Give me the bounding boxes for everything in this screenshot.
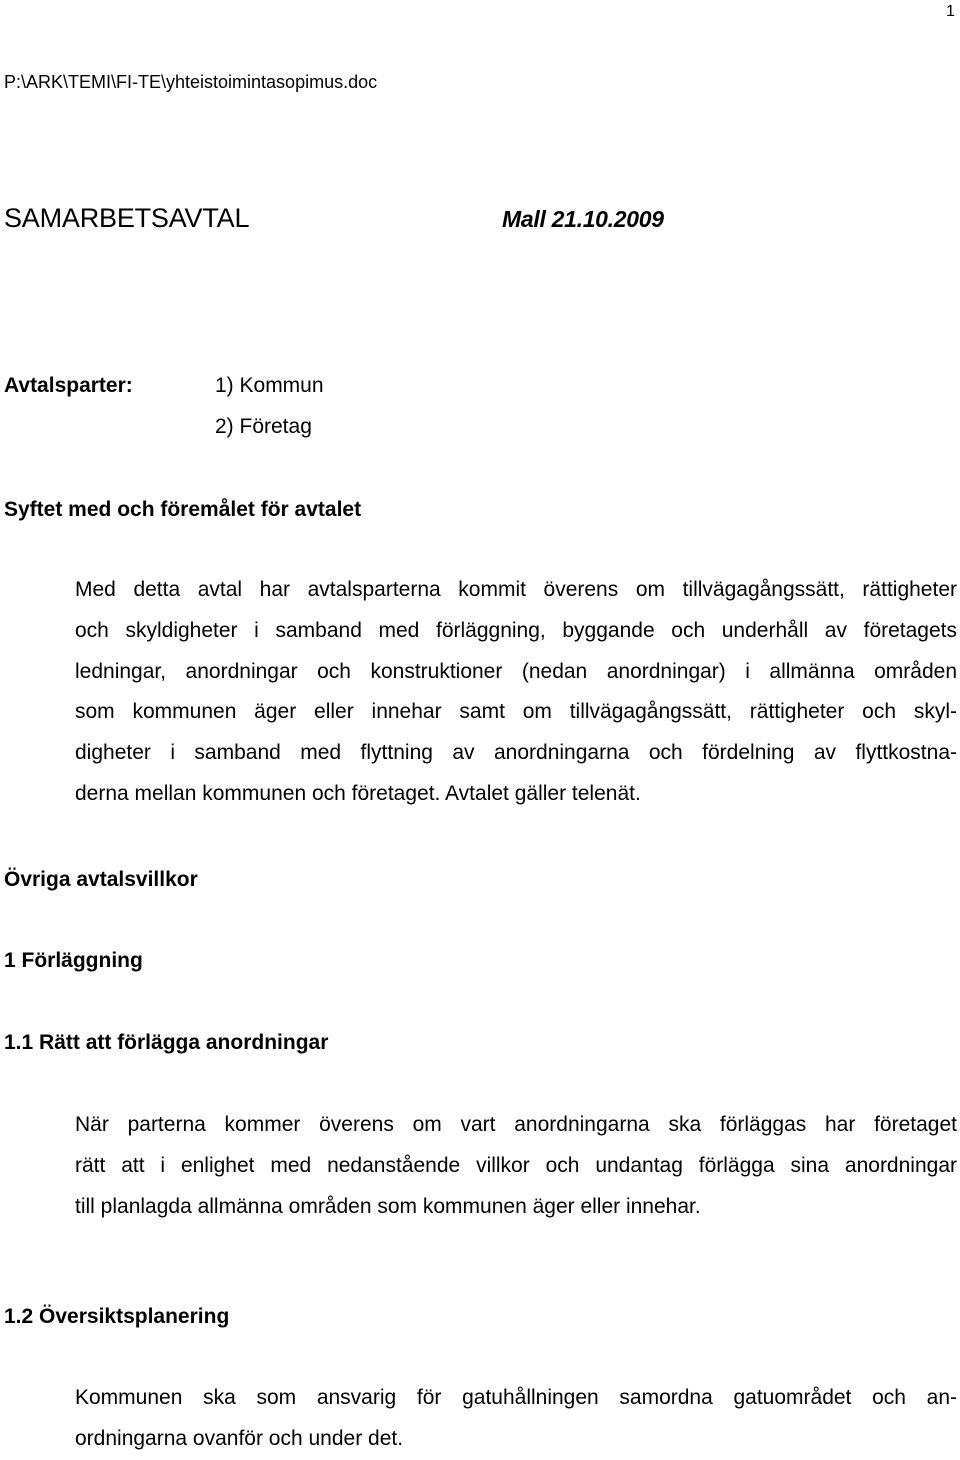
page-number: 1 xyxy=(946,3,955,20)
template-date: Mall 21.10.2009 xyxy=(502,206,664,232)
paragraph-line: ledningar, anordningar och konstruktioner (nedan anordningar) i allmänna områden xyxy=(75,659,957,683)
paragraph-line: rätt att i enlighet med nedanstående villkor och undantag förlägga sina anordningar xyxy=(75,1153,957,1177)
parties-label: Avtalsparter: xyxy=(4,374,133,397)
paragraph-line: och skyldigheter i samband med förläggning, byggande och underhåll av företagets xyxy=(75,618,957,642)
paragraph-line: derna mellan kommunen och företaget. Avtalet gäller telenät. xyxy=(75,781,641,805)
file-path: P:\ARK\TEMI\FI-TE\yhteistoimintasopimus.doc xyxy=(4,72,378,92)
purpose-paragraph xyxy=(75,570,957,815)
section-1-1-paragraph xyxy=(75,1105,957,1227)
section-heading-1-2: 1.2 Översiktsplanering xyxy=(4,1305,230,1328)
paragraph-line: till planlagda allmänna områden som kommunen äger eller innehar. xyxy=(75,1194,701,1218)
section-heading-other-terms: Övriga avtalsvillkor xyxy=(4,868,198,891)
party-item: 1) Kommun xyxy=(215,374,324,397)
section-heading-1: 1 Förläggning xyxy=(4,949,143,972)
section-heading-purpose: Syftet med och föremålet för avtalet xyxy=(4,498,362,521)
paragraph-line: Kommunen ska som ansvarig för gatuhållningen samordna gatuområdet och an- xyxy=(75,1386,957,1409)
section-1-2-paragraph xyxy=(75,1378,957,1460)
party-item: 2) Företag xyxy=(215,415,312,438)
section-heading-1-1: 1.1 Rätt att förlägga anordningar xyxy=(4,1031,329,1054)
document-title: SAMARBETSAVTAL xyxy=(4,203,250,233)
paragraph-line: Med detta avtal har avtalsparterna kommit överens om tillvägagångssätt, rättigheter xyxy=(75,578,957,601)
paragraph-line: som kommunen äger eller innehar samt om tillvägagångssätt, rättigheter och skyl- xyxy=(75,700,957,724)
paragraph-line: ordningarna ovanför och under det. xyxy=(75,1426,404,1450)
paragraph-line: När parterna kommer överens om vart anordningarna ska förläggas har företaget xyxy=(75,1113,957,1136)
paragraph-line: digheter i samband med flyttning av anordningarna och fördelning av flyttkostna- xyxy=(75,741,957,765)
